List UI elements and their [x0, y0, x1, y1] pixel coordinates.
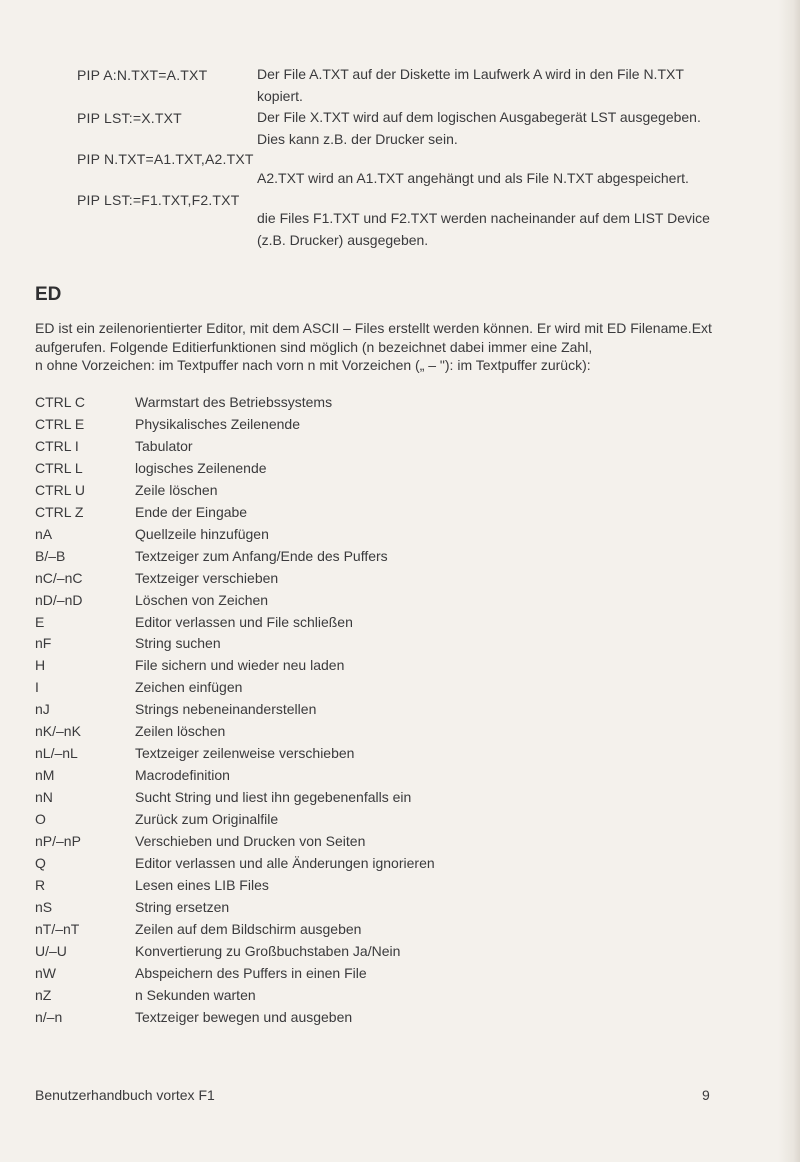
command-description: Zurück zum Originalfile [135, 811, 279, 828]
command-description: Editor verlassen und alle Änderungen ignorieren [135, 854, 435, 871]
command-description: Löschen von Zeichen [135, 591, 269, 608]
command-description: Macrodefinition [135, 767, 230, 784]
command-key: n/–n [35, 1008, 63, 1025]
section-heading: ED [35, 284, 62, 305]
command-description: Editor verlassen und File schließen [135, 613, 353, 630]
command-description: Zeilen auf dem Bildschirm ausgeben [135, 920, 362, 937]
command-row [35, 855, 735, 877]
command-key: nD/–nD [35, 591, 83, 608]
footer-title: Benutzerhandbuch vortex F1 [35, 1087, 215, 1103]
intro-line: ED ist ein zeilenorientierter Editor, mit dem ASCII – Files erstellt werden können. Er wird mit ED Filename.Ext [35, 320, 712, 336]
pip-command: PIP N.TXT=A1.TXT,A2.TXT [77, 151, 254, 167]
command-key: nJ [35, 701, 50, 718]
command-description: Verschieben und Drucken von Seiten [135, 833, 366, 849]
command-key: nS [35, 898, 53, 915]
command-row [35, 416, 735, 438]
pip-description: Der File A.TXT auf der Diskette im Laufwerk A wird in den File N.TXT kopiert. [257, 66, 684, 104]
command-key: O [35, 811, 46, 828]
command-key: nF [35, 635, 52, 652]
command-key: nT/–nT [35, 920, 80, 937]
command-description: String suchen [135, 635, 221, 652]
command-description: Quellzeile hinzufügen [135, 525, 269, 542]
command-description: Sucht String und liest ihn gegebenenfalls ein [135, 789, 412, 806]
command-description: Abspeichern des Puffers in einen File [135, 964, 367, 981]
intro-line: n ohne Vorzeichen: im Textpuffer nach vorn n mit Vorzeichen („ – "): im Textpuffer zurück): [35, 357, 591, 373]
command-row [35, 745, 735, 767]
command-row [35, 877, 735, 899]
pip-description: die Files F1.TXT und F2.TXT werden nacheinander auf dem LIST Device (z.B. Drucker) ausgegeben. [257, 210, 710, 248]
command-key: CTRL E [35, 415, 85, 432]
command-row [35, 504, 735, 526]
command-description: Textzeiger zeilenweise verschieben [135, 745, 355, 762]
command-key: nC/–nC [35, 569, 83, 586]
command-description: Zeichen einfügen [135, 679, 243, 696]
page-number: 9 [702, 1087, 710, 1103]
command-description: Lesen eines LIB Files [135, 876, 269, 893]
command-key: nP/–nP [35, 833, 81, 849]
command-description: Strings nebeneinanderstellen [135, 701, 317, 718]
command-description: Textzeiger bewegen und ausgeben [135, 1008, 353, 1025]
command-key: nM [35, 767, 55, 784]
command-description: String ersetzen [135, 898, 230, 915]
command-row [35, 965, 735, 987]
pip-command: PIP LST:=X.TXT [77, 110, 182, 126]
command-row [35, 767, 735, 789]
command-description: Warmstart des Betriebssystems [135, 394, 333, 410]
command-row [35, 789, 735, 811]
command-row [35, 679, 735, 701]
command-row [35, 921, 735, 943]
command-key: I [35, 679, 39, 696]
command-row [35, 460, 735, 482]
command-row [35, 526, 735, 548]
command-row [35, 635, 735, 657]
command-description: Textzeiger verschieben [135, 569, 279, 586]
command-row [35, 570, 735, 592]
command-row [35, 701, 735, 723]
command-key: E [35, 613, 45, 630]
command-key: Q [35, 854, 46, 871]
command-description: Zeile löschen [135, 481, 218, 498]
command-row [35, 943, 735, 965]
command-row [35, 592, 735, 614]
command-key: CTRL C [35, 394, 86, 410]
command-description: Tabulator [135, 437, 193, 454]
command-key: CTRL L [35, 459, 83, 476]
command-key: nK/–nK [35, 723, 81, 740]
command-key: nN [35, 789, 53, 806]
command-description: Konvertierung zu Großbuchstaben Ja/Nein [135, 942, 401, 959]
command-row [35, 899, 735, 921]
command-row [35, 723, 735, 745]
command-key: H [35, 657, 46, 674]
command-description: Textzeiger zum Anfang/Ende des Puffers [135, 547, 388, 564]
pip-description: A2.TXT wird an A1.TXT angehängt und als File N.TXT abgespeichert. [257, 170, 689, 186]
command-description: Zeilen löschen [135, 723, 226, 740]
command-description: File sichern und wieder neu laden [135, 657, 345, 674]
intro-line: aufgerufen. Folgende Editierfunktionen sind möglich (n bezeichnet dabei immer eine Zahl, [35, 339, 593, 355]
pip-command: PIP LST:=F1.TXT,F2.TXT [77, 192, 240, 208]
page-edge [778, 0, 800, 1162]
command-key: nL/–nL [35, 745, 78, 762]
command-key: nW [35, 964, 56, 981]
command-key: nA [35, 525, 53, 542]
command-key: R [35, 876, 46, 893]
command-description: Ende der Eingabe [135, 503, 248, 520]
command-description: logisches Zeilenende [135, 459, 267, 476]
command-row [35, 438, 735, 460]
command-row [35, 1009, 735, 1031]
command-row [35, 394, 735, 416]
command-row [35, 987, 735, 1009]
command-row [35, 811, 735, 833]
command-row [35, 833, 735, 855]
command-key: U/–U [35, 942, 67, 959]
command-description: n Sekunden warten [135, 986, 256, 1003]
command-key: CTRL U [35, 481, 86, 498]
command-key: CTRL I [35, 437, 79, 454]
command-row [35, 657, 735, 679]
pip-description: Der File X.TXT wird auf dem logischen Ausgabegerät LST ausgegeben. Dies kann z.B. der Drucker sein. [257, 109, 701, 147]
command-key: nZ [35, 986, 52, 1003]
command-row [35, 614, 735, 636]
command-key: CTRL Z [35, 503, 84, 520]
pip-command: PIP A:N.TXT=A.TXT [77, 67, 208, 83]
command-row [35, 482, 735, 504]
command-key: B/–B [35, 547, 66, 564]
command-row [35, 548, 735, 570]
command-description: Physikalisches Zeilenende [135, 415, 300, 432]
